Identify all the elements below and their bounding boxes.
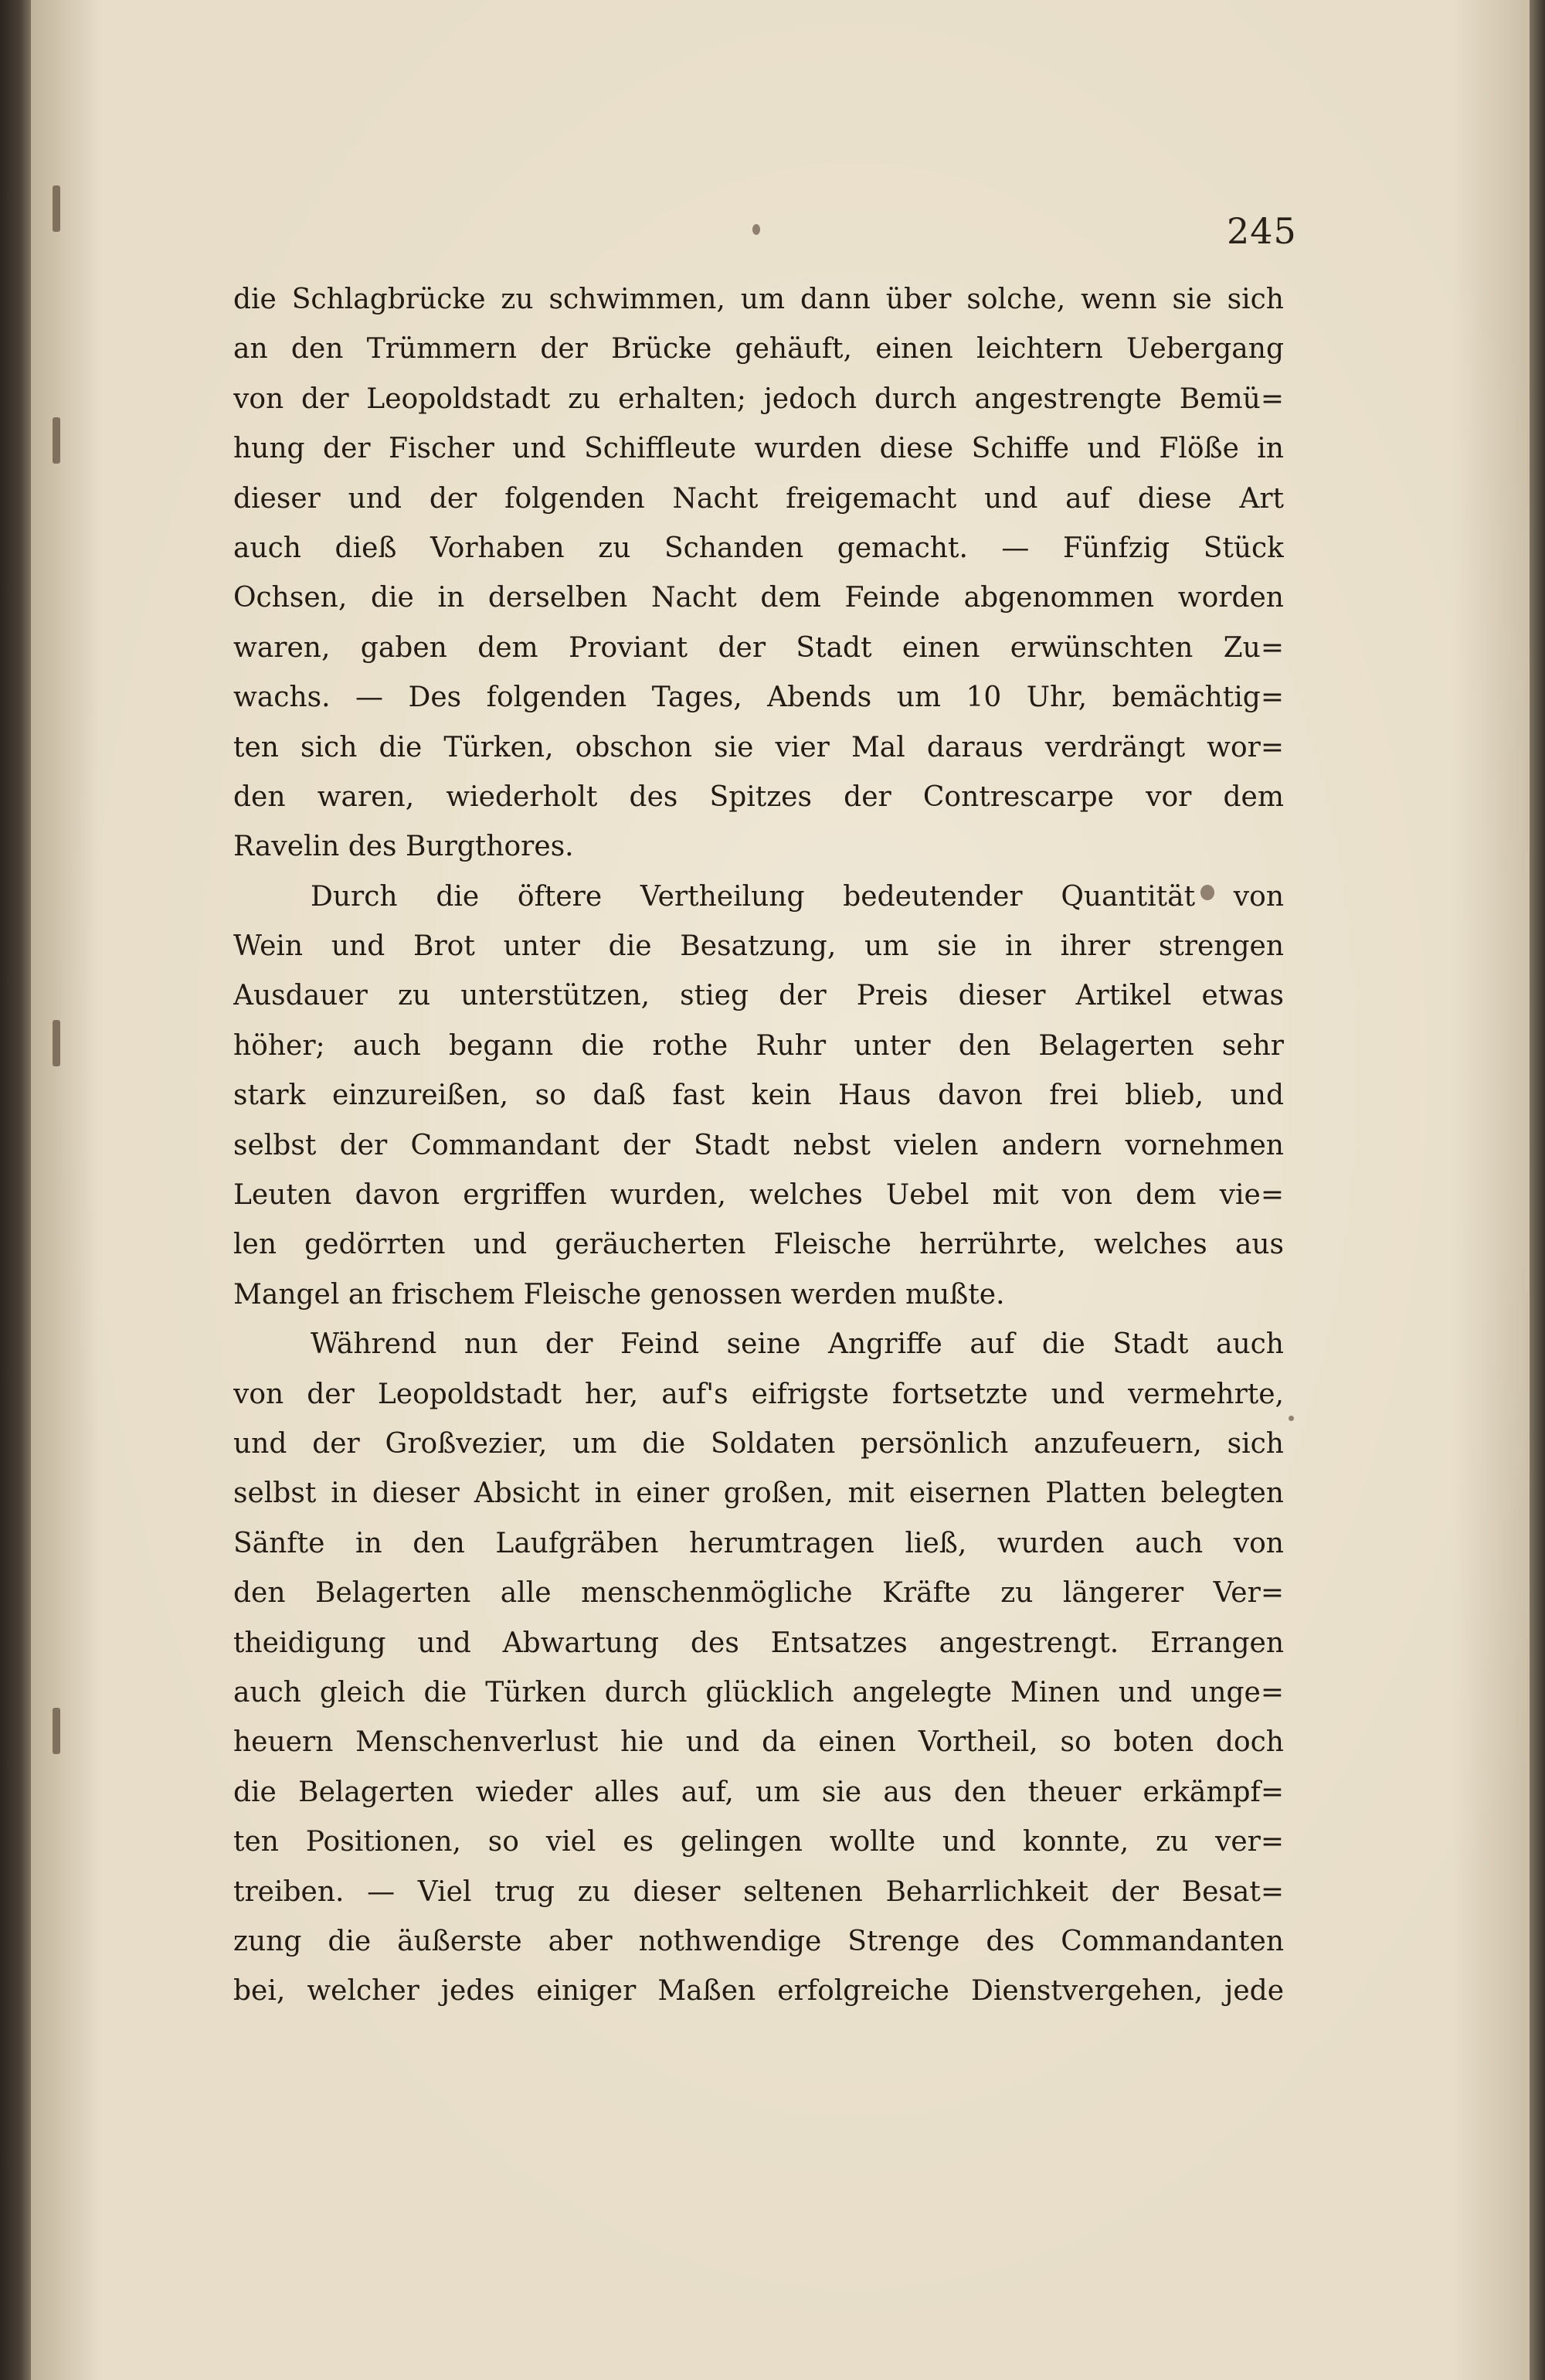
text-line: heuern Menschenverlust hie und da einen Vortheil, so boten doch <box>233 1726 1284 1759</box>
text-line: Ausdauer zu unterstützen, stieg der Preis dieser Artikel etwas <box>233 980 1284 1012</box>
text-line: zung die äußerste aber nothwendige Strenge des Commandanten <box>233 1925 1284 1957</box>
text-line: ten sich die Türken, obschon sie vier Mal daraus verdrängt wor= <box>233 731 1284 763</box>
text-line: selbst der Commandant der Stadt nebst vielen andern vornehmen <box>233 1129 1284 1161</box>
text-line: die Schlagbrücke zu schwimmen, um dann über solche, wenn sie sich <box>233 284 1284 315</box>
body-text <box>233 275 1284 2017</box>
text-line: die Belagerten wieder alles auf, um sie aus den theuer erkämpf= <box>233 1776 1284 1808</box>
text-line: Durch die öftere Vertheilung bedeutender Quantität von <box>311 880 1284 913</box>
text-line: waren, gaben dem Proviant der Stadt einen erwünschten Zu= <box>233 631 1284 664</box>
text-line: auch gleich die Türken durch glücklich angelegte Minen und unge= <box>233 1676 1284 1708</box>
text-line: Sänfte in den Laufgräben herumtragen ließ, wurden auch von <box>233 1527 1284 1559</box>
text-line: Mangel an frischem Fleische genossen werden mußte. <box>233 1278 1005 1311</box>
text-line: Leuten davon ergriffen wurden, welches Uebel mit von dem vie= <box>233 1179 1284 1212</box>
text-line: selbst in dieser Absicht in einer großen, mit eisernen Platten belegten <box>233 1477 1284 1510</box>
binding-mark <box>53 417 60 464</box>
text-line: auch dieß Vorhaben zu Schanden gemacht. — Fünfzig Stück <box>233 532 1284 564</box>
text-line: den waren, wiederholt des Spitzes der Contrescarpe vor dem <box>233 780 1284 813</box>
text-line: ten Positionen, so viel es gelingen wollte und konnte, zu ver= <box>233 1826 1284 1858</box>
text-line: von der Leopoldstadt zu erhalten; jedoch durch angestrengte Bemü= <box>233 382 1284 415</box>
text-line: von der Leopoldstadt her, auf's eifrigste fortsetzte und vermehrte, <box>233 1378 1284 1410</box>
page-number: 245 <box>1227 210 1297 252</box>
text-line: Während nun der Feind seine Angriffe auf die Stadt auch <box>311 1328 1284 1361</box>
paragraph <box>233 275 1284 872</box>
text-line: wachs. — Des folgenden Tages, Abends um 10 Uhr, bemächtig= <box>233 682 1284 714</box>
text-line: an den Trümmern der Brücke gehäuft, einen leichtern Uebergang <box>233 333 1284 366</box>
text-line: stark einzureißen, so daß fast kein Haus davon frei blieb, und <box>233 1080 1284 1112</box>
text-line: dieser und der folgenden Nacht freigemacht und auf diese Art <box>233 482 1284 515</box>
paper-speck <box>1289 1416 1294 1421</box>
paragraph-container <box>233 275 1284 2017</box>
text-line: Ochsen, die in derselben Nacht dem Feinde abgenommen worden <box>233 582 1284 614</box>
page-sheet <box>31 0 1530 2380</box>
binding-mark <box>53 1020 60 1066</box>
text-line: hung der Fischer und Schiffleute wurden diese Schiffe und Flöße in <box>233 433 1284 465</box>
paper-speck <box>752 224 760 235</box>
text-line: bei, welcher jedes einiger Maßen erfolgreiche Dienstvergehen, jede <box>233 1975 1284 2008</box>
binding-mark <box>53 185 60 232</box>
text-line: Ravelin des Burgthores. <box>233 831 574 863</box>
paragraph <box>233 1320 1284 2016</box>
text-line: höher; auch begann die rothe Ruhr unter den Belagerten sehr <box>233 1029 1284 1062</box>
text-line: theidigung und Abwartung des Entsatzes angestrengt. Errangen <box>233 1627 1284 1659</box>
text-line: und der Großvezier, um die Soldaten persönlich anzufeuern, sich <box>233 1427 1284 1460</box>
binding-mark <box>53 1708 60 1754</box>
text-line: len gedörrten und geräucherten Fleische herrührte, welches aus <box>233 1229 1284 1261</box>
text-line: Wein und Brot unter die Besatzung, um sie in ihrer strengen <box>233 930 1284 963</box>
text-line: treiben. — Viel trug zu dieser seltenen Beharrlichkeit der Besat= <box>233 1875 1284 1908</box>
text-line: den Belagerten alle menschenmögliche Kräfte zu längerer Ver= <box>233 1577 1284 1610</box>
paragraph <box>233 872 1284 1321</box>
